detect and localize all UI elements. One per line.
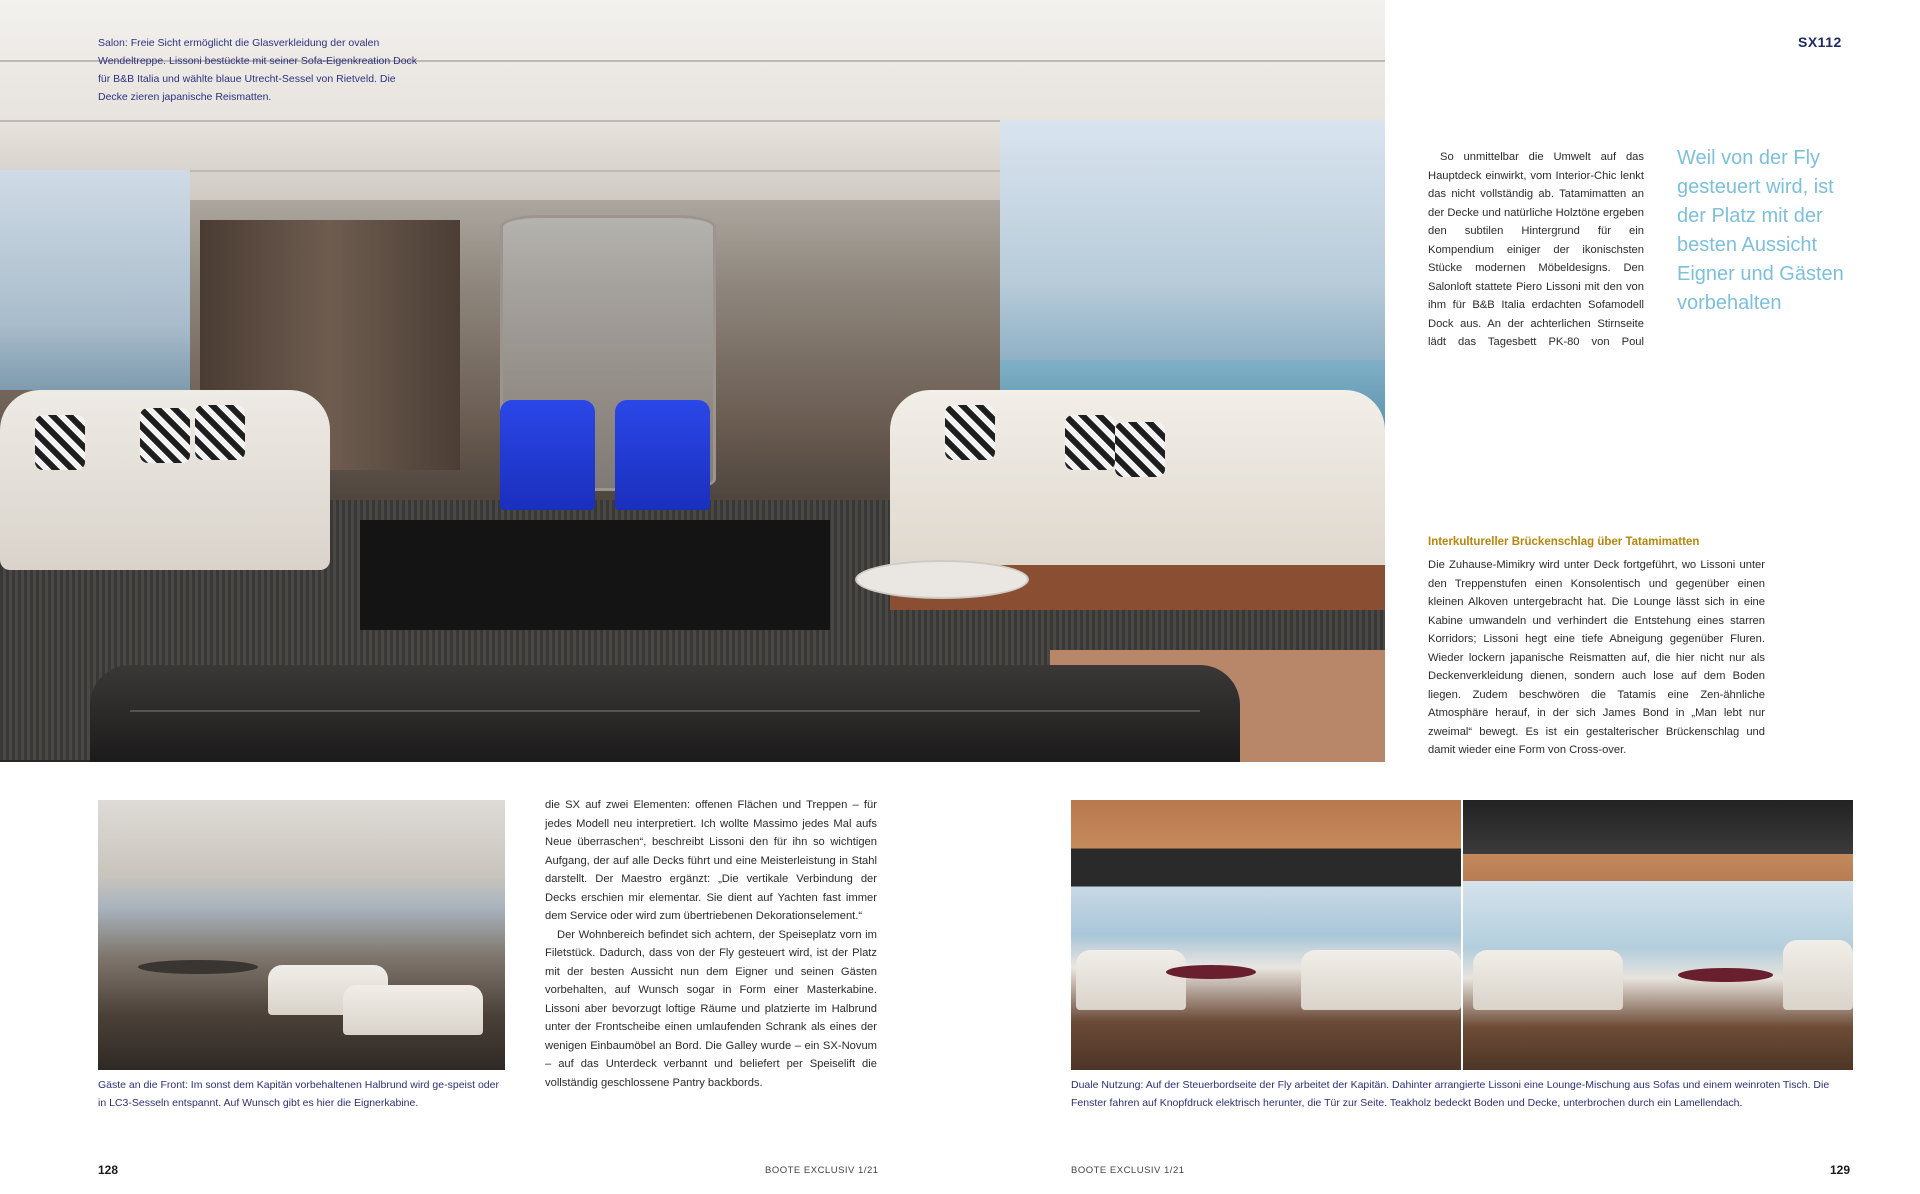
salon-photo xyxy=(0,0,1385,762)
right-column-wide xyxy=(1428,351,1765,523)
middle-column xyxy=(545,796,877,1092)
page-number-left: 128 xyxy=(98,1163,119,1177)
pillow xyxy=(1115,422,1165,477)
blue-armchair xyxy=(615,400,710,510)
pillow xyxy=(195,405,245,460)
subheading: Interkultureller Brückenschlag über Tatamimatten xyxy=(1428,536,1700,548)
pillow xyxy=(140,408,190,463)
wine-red-table xyxy=(1678,968,1773,982)
right-column-top xyxy=(1428,148,1644,351)
sofa xyxy=(1076,950,1186,1010)
flybridge-photo-starboard xyxy=(1463,800,1853,1070)
middle-para-2: Der Wohnbereich befindet sich achtern, der Speiseplatz vorn im Filetstück. Dadurch, dass von der Fly gesteuert wird, ist der Platz mit der besten Aussicht nun dem Eigner und seinen Gästen vorbehalten, auf Wunsch sogar in Form einer Masterkabine. Lissoni aber bevorzugt loftige Räume und platzierte im Halbrund unter der Frontscheibe einen umlaufenden Schrank als eines der wenigen Einbaumöbel an Bord. Die Galley wurde – ein SX-Novum – auf das Unterdeck verbannt und beliefert per Speiselift die vollständig geschlossene Pantry backbords. xyxy=(545,928,877,1089)
pillow xyxy=(1065,415,1115,470)
wine-red-table xyxy=(1166,965,1256,979)
front-lounge-photo xyxy=(98,800,505,1070)
magazine-name-right: BOOTE EXCLUSIV 1/21 xyxy=(1071,1165,1185,1176)
magazine-name-left: BOOTE EXCLUSIV 1/21 xyxy=(765,1165,879,1176)
side-table xyxy=(855,560,1029,599)
right-para-2: Die Zuhause-Mimikry wird unter Deck fortgeführt, wo Lissoni unter den Treppenstufen einen Konsolentisch und gegenüber einen kleinen Alkoven untergebracht hat. Die Lounge lässt sich in eine Kabine umwandeln und verhindert die Entstehung eines starren Korridors; Lissoni hegt eine tiefe Abneigung gegenüber Fluren. Wieder lockern japanische Reismatten auf, die hier nicht nur als Deckenverkleidung dienen, sondern auch lose auf dem Boden liegen. Zudem beschwören die Tatamis eine Zen-ähnliche Atmosphäre herauf, in der sich James Bond in „Man lebt nur zweimal“ bewegt. Es ist ein gestalterischer Brückenschlag und damit wieder eine Form von Cross-over. xyxy=(1428,559,1765,756)
right-para-1: So unmittelbar die Umwelt auf das Hauptdeck einwirkt, vom Interior-Chic lenkt das nicht vollständig ab. Tatamimatten an der Decke und natürliche Holztöne ergeben den subtilen Hintergrund für ein Kompendium einiger der ikonischsten Stücke modernen Möbeldesigns. Den Salonloft stattete Piero Lissoni mit den von ihm für B&B Italia erdachten Sofamodell Dock aus. An der achterlichen Stirnseite lädt das Tagesbett PK-80 von Poul xyxy=(1428,151,1644,348)
section-tag: SX112 xyxy=(1798,34,1842,50)
ottoman-seam xyxy=(130,710,1200,712)
lc3-armchair xyxy=(343,985,483,1035)
bottom-right-caption: Duale Nutzung: Auf der Steuerbordseite der Fly arbeitet der Kapitän. Dahinter arrangierte Lissoni eine Lounge-Mischung aus Sofas und einem weinroten Tisch. Die Fenster fahren auf Knopfdruck elektrisch herunter, die Tür zur Seite. Teakholz bedeckt Boden und Decke, unterbrochen durch ein Lamellendach. xyxy=(1071,1079,1830,1109)
blue-armchair xyxy=(500,400,595,510)
leather-ottoman xyxy=(90,665,1240,762)
sofa xyxy=(1783,940,1853,1010)
sofa xyxy=(1301,950,1461,1010)
right-column-bottom xyxy=(1428,556,1765,760)
pull-quote: Weil von der Fly gesteuert wird, ist der Platz mit der besten Aussicht Eigner und Gästen vorbehalten xyxy=(1677,147,1844,314)
pillow xyxy=(945,405,995,460)
dining-table xyxy=(138,960,258,974)
middle-para-1: die SX auf zwei Elementen: offenen Flächen und Treppen – für jedes Modell neu interpretiert. Ich wollte Massimo jedes Mal aufs Neue überraschen“, beschreibt Lissoni den für ihn so wichtigen Aufgang, der auf alle Decks führt und eine Meisterleistung in Stahl darstellt. Der Maestro ergänzt: „Die vertikale Verbindung der Decks erschien mir elementar. Sie dient auf Yachten fast immer dem Service oder wird zum übertriebenen Dekorationselement.“ xyxy=(545,799,877,922)
sofa xyxy=(1473,950,1623,1010)
page-number-right: 129 xyxy=(1830,1163,1851,1177)
bottom-left-caption: Gäste an die Front: Im sonst dem Kapitän vorbehaltenen Halbrund wird ge-speist oder in LC3-Sesseln entspannt. Auf Wunsch gibt es hier die Eignerkabine. xyxy=(98,1079,499,1109)
coffee-table xyxy=(360,520,830,630)
main-photo-caption: Salon: Freie Sicht ermöglicht die Glasverkleidung der ovalen Wendeltreppe. Lissoni bestückte mit seiner Sofa-Eigenkreation Dock für B&B Italia und wählte blaue Utrecht-Sessel von Rietveld. Die Decke zieren japanische Reismatten. xyxy=(98,37,418,103)
flybridge-photo-port xyxy=(1071,800,1461,1070)
window-left xyxy=(0,170,190,390)
pillow xyxy=(35,415,85,470)
